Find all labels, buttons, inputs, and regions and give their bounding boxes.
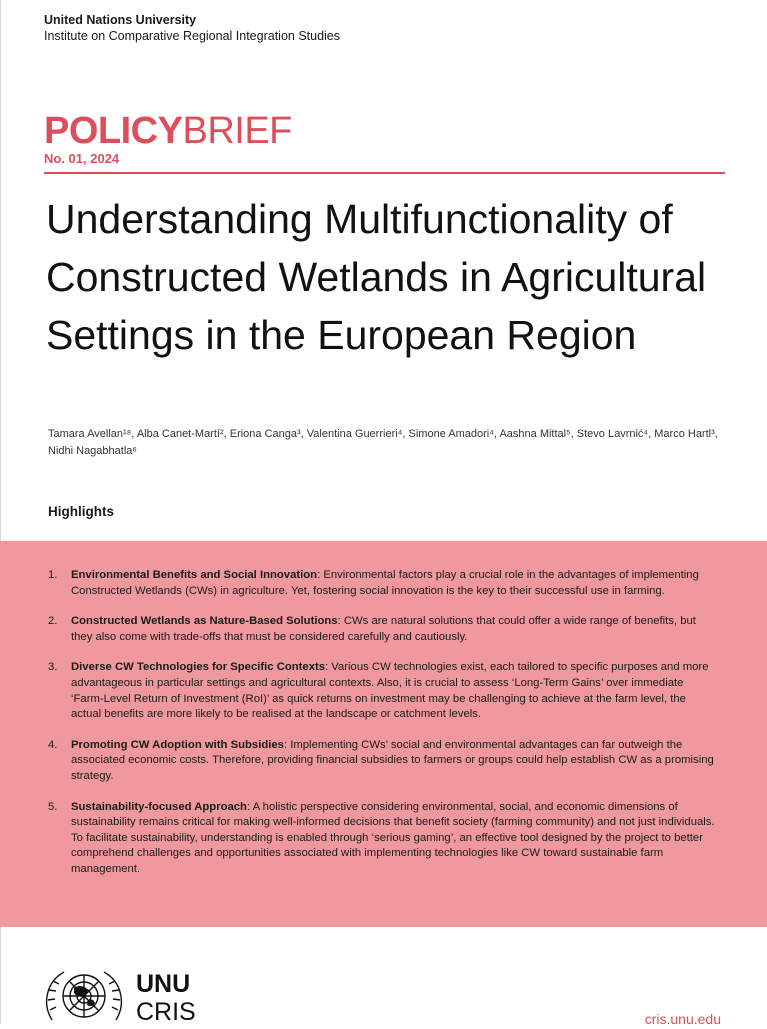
logo-cris-text: CRIS bbox=[136, 998, 196, 1024]
highlight-number: 3. bbox=[48, 661, 58, 674]
highlight-title: Constructed Wetlands as Nature-Based Solutions bbox=[71, 615, 338, 628]
highlight-number: 5. bbox=[48, 800, 58, 813]
header-divider bbox=[44, 172, 725, 174]
org-header bbox=[44, 12, 340, 45]
highlight-item bbox=[0, 800, 767, 878]
policy-brief-label bbox=[44, 108, 292, 154]
highlight-text: : CWs are natural solutions that could offer a wide range of benefits, but they also come with trade-offs that must be considered carefully and cautiously. bbox=[71, 615, 696, 643]
highlight-item bbox=[0, 738, 767, 785]
highlight-title: Environmental Benefits and Social Innovation bbox=[71, 569, 318, 581]
highlight-item bbox=[0, 614, 767, 645]
org-name: United Nations University bbox=[44, 13, 197, 27]
highlight-number: 4. bbox=[48, 738, 58, 751]
highlight-title: Promoting CW Adoption with Subsidies bbox=[71, 738, 284, 751]
highlight-text: : A holistic perspective considering environmental, social, and economic dimensions of sustainability remains critical for making well-informed decisions that benefit society (farming community) and not just individuals. To facilitate sustainability, understanding is enabled through ‘serious gaming’, an effective tool designed by the project to better comprehend challenges and opportunities associated with implementing technologies like CW toward sustainable farm management. bbox=[71, 800, 715, 875]
website-link[interactable]: cris.unu.edu bbox=[644, 1011, 721, 1027]
highlights-list bbox=[0, 568, 767, 893]
author-list: Tamara Avellan¹⁸, Alba Canet-Martí², Eriona Canga³, Valentina Guerrieri⁴, Simone Amadori⁴, Aashna Mittal⁵, Stevo Lavrnić⁴, Marco Hartl³, Nidhi Nagabhatla⁶ bbox=[48, 428, 718, 457]
brief-label: BRIEF bbox=[182, 110, 292, 152]
highlight-text: : Implementing CWs’ social and environmental advantages can far outweigh the associated economic costs. Therefore, providing financial subsidies to farmers or groups could help establish CW as a promising strategy. bbox=[71, 738, 714, 782]
org-subtitle: Institute on Comparative Regional Integration Studies bbox=[44, 29, 341, 43]
highlight-item bbox=[0, 568, 767, 599]
issue-number: No. 01, 2024 bbox=[44, 151, 120, 166]
highlight-number: 2. bbox=[48, 615, 58, 628]
highlight-item bbox=[0, 660, 767, 722]
highlight-text: : Various CW technologies exist, each tailored to specific purposes and more advantageous in particular settings and agricultural contexts. Also, it is crucial to assess ‘Long-Term Gains’ over immediate ‘Farm-Level Return of Investment (RoI)’ as quick returns on investment may be challenging to achieve at the farm level, the actual benefits are more likely to be realised at the landscape or catchment levels. bbox=[71, 661, 709, 721]
unu-cris-logo bbox=[44, 966, 204, 1029]
logo-unu-text: UNU bbox=[136, 970, 191, 998]
highlights-box bbox=[0, 541, 767, 927]
highlights-heading: Highlights bbox=[48, 504, 114, 519]
highlight-title: Diverse CW Technologies for Specific Contexts bbox=[71, 661, 326, 674]
highlight-text: : Environmental factors play a crucial role in the advantages of implementing Constructed Wetlands (CWs) in agriculture. Yet, fostering social innovation is the key to their successful use in farming. bbox=[71, 569, 699, 597]
highlight-title: Sustainability-focused Approach bbox=[71, 800, 247, 813]
un-emblem-icon bbox=[47, 972, 122, 1020]
unu-cris-logo-graphic bbox=[44, 966, 204, 1024]
policy-label: POLICY bbox=[44, 110, 183, 152]
highlight-number: 1. bbox=[48, 569, 58, 581]
document-title: Understanding Multifunctionality of Constructed Wetlands in Agricultural Settings in the European Region bbox=[46, 196, 707, 358]
